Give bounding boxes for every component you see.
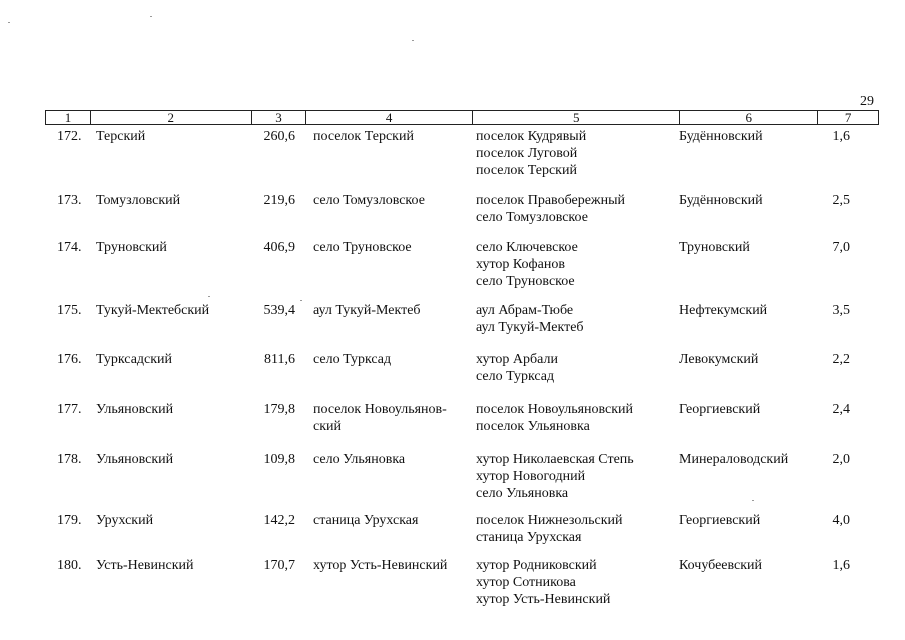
settlement-item: станица Урухская xyxy=(476,530,582,545)
district-name: Кочубеевский xyxy=(679,558,763,573)
settlement-item: хутор Кофанов xyxy=(476,257,565,272)
settlements-list xyxy=(476,451,671,502)
administrative-center xyxy=(313,302,473,319)
settlement-item: поселок Ульяновка xyxy=(476,419,590,434)
municipality-name: Терский xyxy=(96,129,146,144)
page-number: 29 xyxy=(860,94,874,109)
row-number: 175. xyxy=(57,303,82,318)
municipality-name: Ульяновский xyxy=(96,402,174,417)
municipality-name: Томузловский xyxy=(96,193,181,208)
administrative-center xyxy=(313,557,473,574)
administrative-center xyxy=(313,401,473,435)
area-value: 406,9 xyxy=(263,240,295,255)
row-number: 179. xyxy=(57,513,82,528)
header-col-3: 3 xyxy=(252,111,307,124)
header-col-2: 2 xyxy=(91,111,252,124)
administrative-center xyxy=(313,451,473,468)
center-line: село Турксад xyxy=(313,352,392,367)
settlement-item: село Труновское xyxy=(476,274,575,289)
settlement-item: аул Тукуй-Мектеб xyxy=(476,320,584,335)
administrative-center xyxy=(313,239,473,256)
area-value: 179,8 xyxy=(263,402,295,417)
district-name: Будённовский xyxy=(679,193,763,208)
header-col-7: 7 xyxy=(844,110,852,125)
settlement-item: поселок Луговой xyxy=(476,146,578,161)
center-line: село Томузловское xyxy=(313,193,425,208)
municipality-name: Ульяновский xyxy=(96,452,174,467)
column-7-value: 1,6 xyxy=(832,558,850,573)
settlement-item: село Томузловское xyxy=(476,210,588,225)
area-value: 142,2 xyxy=(263,513,295,528)
center-line: село Ульяновка xyxy=(313,452,406,467)
settlement-item: хутор Новогодний xyxy=(476,469,586,484)
settlement-item: хутор Родниковский xyxy=(476,558,597,573)
district-name: Труновский xyxy=(679,240,750,255)
header-col-6: 6 xyxy=(680,111,818,124)
settlements-list xyxy=(476,557,671,608)
municipality-name: Труновский xyxy=(96,240,167,255)
row-number: 172. xyxy=(57,129,82,144)
area-value: 260,6 xyxy=(263,129,295,144)
column-7-value: 1,6 xyxy=(832,129,850,144)
row-number: 177. xyxy=(57,402,82,417)
area-value: 811,6 xyxy=(264,352,295,367)
row-number: 176. xyxy=(57,352,82,367)
scan-speck xyxy=(208,296,210,297)
settlement-item: поселок Нижнезольский xyxy=(476,513,623,528)
center-line: станица Урухская xyxy=(313,513,419,528)
column-7-value: 2,0 xyxy=(832,452,850,467)
administrative-center xyxy=(313,128,473,145)
center-line: аул Тукуй-Мектеб xyxy=(313,303,421,318)
area-value: 170,7 xyxy=(263,558,295,573)
administrative-center xyxy=(313,192,473,209)
settlement-item: поселок Новоульяновский xyxy=(476,402,634,417)
settlements-list xyxy=(476,512,671,546)
scan-speck xyxy=(752,500,754,501)
settlement-item: хутор Николаевская Степь xyxy=(476,452,634,467)
settlement-item: поселок Правобережный xyxy=(476,193,625,208)
municipality-name: Тукуй-Мектебский xyxy=(96,303,210,318)
district-name: Будённовский xyxy=(679,129,763,144)
municipality-name: Усть-Невинский xyxy=(96,558,194,573)
settlement-item: село Ульяновка xyxy=(476,486,569,501)
center-line: хутор Усть-Невинский xyxy=(313,558,448,573)
scan-speck xyxy=(412,40,414,41)
settlement-item: хутор Усть-Невинский xyxy=(476,592,611,607)
municipality-name: Урухский xyxy=(96,513,154,528)
district-name: Левокумский xyxy=(679,352,759,367)
center-line: ский xyxy=(313,419,341,434)
area-value: 219,6 xyxy=(263,193,295,208)
column-7-value: 2,4 xyxy=(832,402,850,417)
header-col-1: 1 xyxy=(46,111,91,124)
center-line: поселок Новоульянов- xyxy=(313,402,447,417)
row-number: 178. xyxy=(57,452,82,467)
district-name: Нефтекумский xyxy=(679,303,768,318)
settlements-list xyxy=(476,128,671,179)
settlements-list xyxy=(476,302,671,336)
settlements-list xyxy=(476,351,671,385)
settlement-item: поселок Кудрявый xyxy=(476,129,587,144)
column-7-value: 2,5 xyxy=(832,193,850,208)
column-7-value: 7,0 xyxy=(832,240,850,255)
row-number: 173. xyxy=(57,193,82,208)
column-7-value: 4,0 xyxy=(832,513,850,528)
row-number: 180. xyxy=(57,558,82,573)
settlement-item: село Ключевское xyxy=(476,240,578,255)
scan-speck xyxy=(8,22,10,23)
settlement-item: хутор Сотникова xyxy=(476,575,576,590)
district-name: Георгиевский xyxy=(679,513,761,528)
settlement-item: поселок Терский xyxy=(476,163,577,178)
area-value: 539,4 xyxy=(263,303,295,318)
row-number: 174. xyxy=(57,240,82,255)
district-name: Минераловодский xyxy=(679,452,789,467)
settlement-item: село Турксад xyxy=(476,369,555,384)
settlements-list xyxy=(476,192,671,226)
center-line: поселок Терский xyxy=(313,129,414,144)
administrative-center xyxy=(313,351,473,368)
area-value: 109,8 xyxy=(263,452,295,467)
column-7-value: 2,2 xyxy=(832,352,850,367)
settlements-list xyxy=(476,401,671,435)
municipality-name: Турксадский xyxy=(96,352,173,367)
settlements-list xyxy=(476,239,671,290)
header-col-4: 4 xyxy=(306,111,473,124)
settlement-item: аул Абрам-Тюбе xyxy=(476,303,574,318)
settlement-item: хутор Арбали xyxy=(476,352,558,367)
administrative-center xyxy=(313,512,473,529)
district-name: Георгиевский xyxy=(679,402,761,417)
scan-speck xyxy=(150,16,152,17)
center-line: село Труновское xyxy=(313,240,412,255)
table-header xyxy=(45,110,879,125)
column-7-value: 3,5 xyxy=(832,303,850,318)
header-col-5: 5 xyxy=(473,111,681,124)
scan-speck xyxy=(300,300,302,301)
